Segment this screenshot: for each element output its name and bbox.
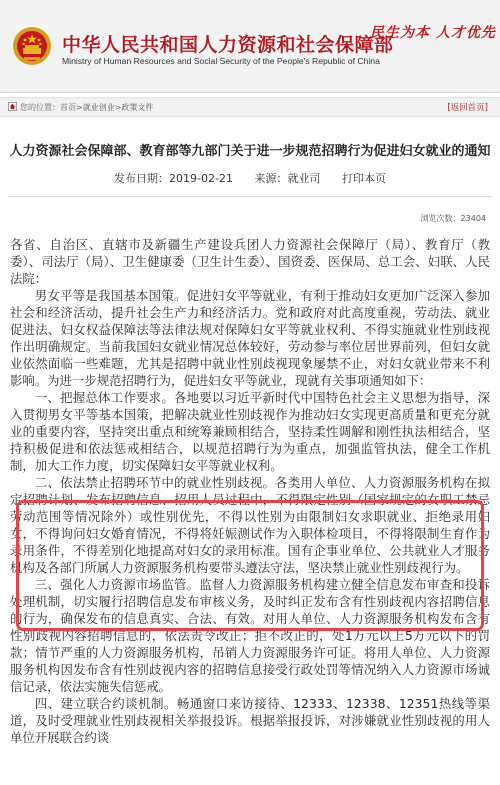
- site-subtitle-en: Ministry of Human Resources and Social Security of the People's Republic of China: [62, 56, 380, 66]
- home-location-icon: [8, 102, 17, 111]
- article-paragraph: 三、强化人力资源市场监管。监督人力资源服务机构建立健全信息发布审查和投诉处理机制，切实履行招聘信息发布审核义务，及时纠正发布含有性别歧视内容招聘信息的行为，确保发布的信息真实、合法、有效。对用人单位、人力资源服务机构发布含有性别歧视内容招聘信息的，依法责令改正；拒不改正的，处1万元以上5万元以下的罚款；情节严重的人力资源服务机构，吊销人力资源服务许可证。将用人单位、人力资源服务机构因发布含有性别歧视内容的招聘信息接受行政处罚等情况纳入人力资源市场诚信记录，依法实施失信惩戒。: [10, 577, 490, 694]
- article-paragraph: 四、建立联合约谈机制。畅通窗口来访接待、12333、12338、12351热线等渠道，及时受理就业性别歧视相关举报投诉。根据举报投诉，对涉嫌就业性别歧视的用人单位开展联合约谈: [10, 696, 490, 745]
- divider: [8, 196, 492, 197]
- breadcrumb-policy-files[interactable]: 政策文件: [121, 103, 154, 112]
- breadcrumb-employment[interactable]: 就业创业: [82, 103, 115, 112]
- breadcrumb-prefix: 您的位置：: [20, 103, 60, 112]
- breadcrumb-home[interactable]: 首页: [60, 103, 76, 112]
- publish-date: 发布日期：2019-02-21: [114, 172, 233, 185]
- breadcrumb: [0, 97, 500, 117]
- article-paragraph: 二、依法禁止招聘环节中的就业性别歧视。各类用人单位、人力资源服务机构在拟定招聘计划、发布招聘信息、招用人员过程中，不得限定性别（国家规定的女职工禁忌劳动范围等情况除外）或性别优先，不得以性别为由限制妇女求职就业、拒绝录用妇女，不得询问妇女婚育情况，不得将妊娠测试作为入职体检项目，不得将限制生育作为录用条件，不得差别化地提高对妇女的录用标准。国有企事业单位、公共就业人才服务机构及各部门所属人力资源服务机构要带头遵法守法，坚决禁止就业性别歧视行为。: [10, 475, 490, 575]
- highlight-box: [16, 500, 484, 631]
- article-paragraph: 男女平等是我国基本国策。促进妇女平等就业，有利于推动妇女更加广泛深入参加社会和经济活动，提升社会生产力和经济活力。党和政府对此高度重视，劳动法、就业促进法、妇女权益保障法等法律法规对保障妇女平等就业权利、不得实施就业性别歧视作出明确规定。当前我国妇女就业情况总体较好，劳动参与率位居世界前列，但妇女就业依然面临一些难题，尤其是招聘中就业性别歧视现象屡禁不止，对妇女就业带来不利影响。为进一步规范招聘行为，促进妇女平等就业，现就有关事项通知如下：: [10, 288, 490, 388]
- print-link[interactable]: 打印本页: [341, 172, 386, 185]
- site-title: 中华人民共和国人力资源和社会保障部: [62, 34, 394, 56]
- article-meta: [0, 170, 500, 186]
- site-header: [0, 0, 500, 93]
- breadcrumb-separator: >: [114, 103, 122, 112]
- breadcrumb-separator: >: [76, 103, 83, 112]
- national-emblem-icon: [12, 26, 52, 66]
- article-title: 人力资源社会保障部、教育部等九部门关于进一步规范招聘行为促进妇女就业的通知: [9, 144, 491, 159]
- article-paragraph: 一、把握总体工作要求。各地要以习近平新时代中国特色社会主义思想为指导，深入贯彻男女平等基本国策，把解决就业性别歧视作为推动妇女实现更高质量和更充分就业的重要内容，坚持突出重点和统筹兼顾相结合，坚持柔性调解和刚性执法相结合，坚持积极促进和依法惩戒相结合，以规范招聘行为为重点，加强监管执法，健全工作机制，加大工作力度，切实保障妇女平等就业权利。: [10, 390, 490, 473]
- article-source: 来源：就业司: [254, 172, 321, 185]
- article-body: [10, 236, 490, 746]
- back-home-link[interactable]: [返回首页]: [447, 103, 488, 113]
- article-paragraph: 各省、自治区、直辖市及新疆生产建设兵团人力资源社会保障厅（局）、教育厅（教委）、司法厅（局）、卫生健康委（卫生计生委）、国资委、医保局、总工会、妇联、人民法院：: [10, 237, 490, 286]
- site-slogan: 民生为本 人才优先: [370, 25, 496, 41]
- view-count: 浏览次数：23404: [420, 214, 486, 223]
